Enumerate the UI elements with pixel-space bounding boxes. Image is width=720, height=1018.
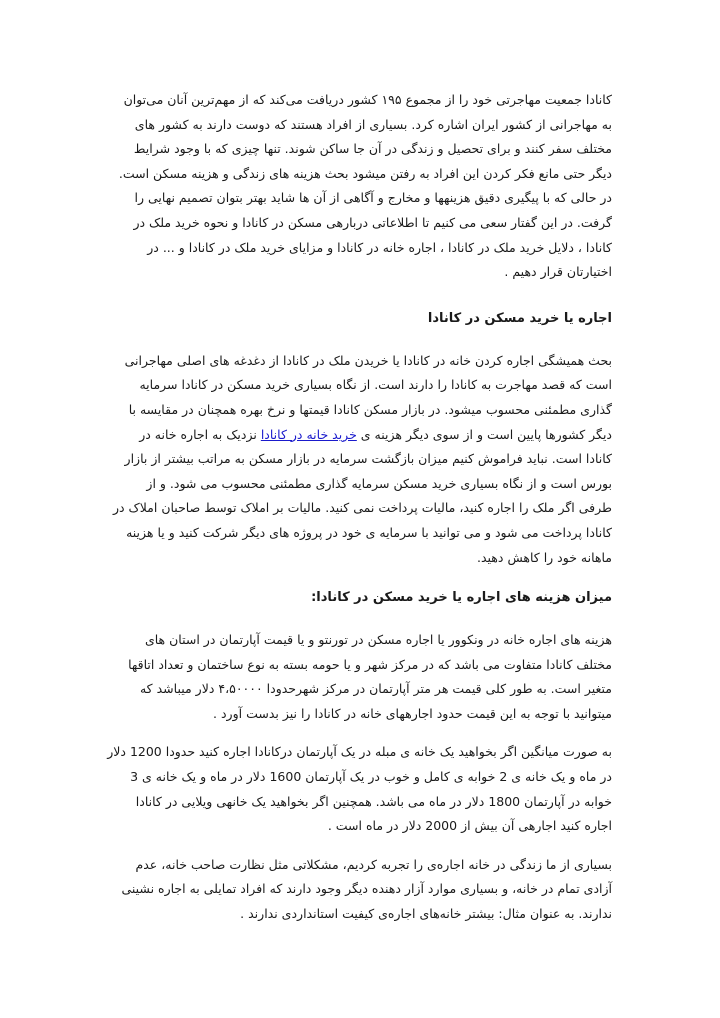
text-line: کانادا است. نباید فراموش کنیم میزان بازگشت سرمایه در بازار مسکن به مراتب بیشتر از بازار (124, 451, 612, 467)
text-line: در حالی که با پیگیری دقیق هزینهها و مخارج و آگاهی از آن ها شاید بهتر بتوان تصمیم نهایی را (134, 190, 612, 206)
text-line: به صورت میانگین اگر بخواهید یک خانه ی مبله در یک آپارتمان درکانادا اجاره کنید حدودا 1200 دلار (107, 744, 612, 760)
text-line: بحث همیشگی اجاره کردن خانه در کانادا یا خریدن ملک در کانادا از دغدغه های اصلی مهاجرانی (124, 352, 612, 368)
text-line: دیگر حتی مانع فکر کردن این افراد به رفتن میشود بحث هزینه های زندگی و هزینه مسکن است. (118, 165, 612, 181)
costs-paragraph-3 (108, 853, 612, 927)
costs-paragraph-1 (108, 628, 612, 726)
text-line: ندارند. به عنوان مثال: بیشتر خانه‌های اجاره‌ی کیفیت استانداردی ندارند . (240, 906, 612, 922)
text-line: کانادا جمعیت مهاجرتی خود را از مجموع ۱۹۵ کشور دریافت می‌کند که از مهم‌ترین آنان می‌توان (123, 92, 612, 107)
text-fragment: نزدیک به اجاره خانه در (139, 426, 261, 442)
text-line: طرفی اگر ملک را اجاره کنید، مالیات پرداخت نمی کنید. مالیات بر املاک توسط صاحبان املاک در (112, 500, 612, 516)
text-line: متغیر است. به طور کلی قیمت هر متر آپارتمان در مرکز شهرحدودا ۴،۵۰۰۰۰ دلار میباشد که (139, 681, 612, 697)
text-line: اجاره کنید اجارهی آن بیش از 2000 دلار در ماه است . (327, 818, 612, 834)
text-line: مختلف کانادا متفاوت می باشد که در مرکز شهر و یا حومه بسته به نوع ساختمان و تعداد اتاقها (128, 656, 612, 672)
section-heading-rent-or-buy: اجاره یا خرید مسکن در کانادا (427, 310, 612, 326)
text-line: آزادی تمام در خانه، و بسیاری موارد آزار دهنده دیگر وجود دارند که افراد تمایلی به اجاره نشینی (121, 881, 612, 897)
text-line: است که قصد مهاجرت به کانادا را دارند است. از نگاه بسیاری خرید مسکن در کانادا سرمایه (139, 377, 612, 393)
text-line: کانادا ، دلایل خرید ملک در کانادا ، اجاره خانه در کانادا و مزایای خرید ملک در کانادا و ... در (147, 239, 612, 255)
text-fragment: دیگر کشورها پایین است و از سوی دیگر هزینه ی (356, 426, 612, 442)
section-heading-costs: میزان هزینه های اجاره یا خرید مسکن در کانادا: (311, 590, 612, 606)
rent-or-buy-paragraph (108, 349, 612, 570)
text-line: اختیارتان قرار دهیم . (504, 264, 612, 280)
text-line: در ماه و یک خانه ی 2 خوابه ی کامل و خوب در یک آپارتمان 1600 دلار در ماه و یک خانه ی 3 (130, 769, 612, 785)
text-line: بسیاری از ما زندگی در خانه اجاره‌ی را تجربه کردیم، مشکلاتی مثل نظارت صاحب خانه، عدم (135, 856, 612, 872)
text-line: میتوانید با توجه به این قیمت حدود اجارههای خانه در کانادا را نیز بدست آورد . (213, 705, 612, 721)
text-line: گذاری مطمئنی محسوب میشود. در بازار مسکن کانادا قیمتها و نرخ بهره همچنان در مقایسه با (128, 401, 612, 417)
text-line: بورس است و از نگاه بسیاری خرید مسکن سرمایه گذاری مطمئنی محسوب می شود. و از (146, 475, 612, 491)
text-line: مختلف سفر کنند و برای تحصیل و زندگی در آن جا ساکن شوند. تنها چیزی که با وجود شرایط (133, 141, 612, 157)
buy-house-in-canada-link[interactable]: خرید خانه در کانادا (260, 426, 357, 442)
text-line-with-link (108, 423, 612, 448)
text-line: به مهاجرانی از کشور ایران اشاره کرد. بسیاری از افراد هستند که دوست دارند به کشور های (134, 116, 612, 132)
intro-paragraph (108, 88, 612, 285)
text-line: هزینه های اجاره خانه در ونکوور یا اجاره مسکن در تورنتو و یا قیمت آپارتمان در استان های (144, 632, 612, 648)
document-page (108, 88, 612, 927)
text-line: ماهانه خود را کاهش دهید. (477, 549, 612, 565)
text-line: گرفت. در این گفتار سعی می کنیم تا اطلاعاتی دربارهی مسکن در کانادا و نحوه خرید ملک در (133, 214, 612, 230)
costs-paragraph-2 (108, 740, 612, 838)
text-line: کانادا پرداخت می شود و می توانید با سرمایه ی خود در پروژه های دیگر شرکت کنید و یا هزینه (126, 524, 612, 540)
text-line: خوابه در آپارتمان 1800 دلار در ماه می باشد. همچنین اگر بخواهید یک خانهی ویلایی در کانادا (135, 793, 612, 809)
